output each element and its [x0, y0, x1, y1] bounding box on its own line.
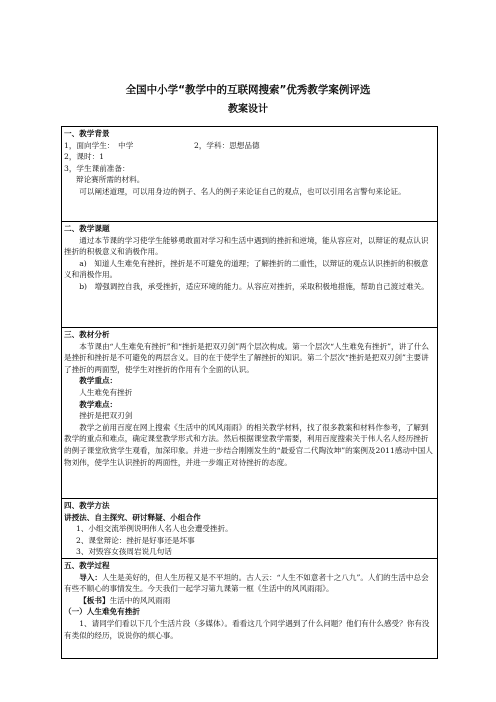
method-item: 2、课堂辩论：挫折是好事还是坏事: [76, 535, 195, 545]
analysis-paragraph: 本节课由“人生难免有挫折”和“挫折是把双刃剑”两个层次构成。第一个层次“人生难免有挫折”，讲了什么是挫折和挫折是不可避免的两层含义。目的在于使学生了解挫折的知识。第二个层次“挫折是把双刃剑”主要讲了挫折的两面型，使学生对挫折的作用有个全面的认识。: [64, 341, 430, 374]
method-item: 1、小组交流举例说明伟人名人也会遭受挫折。: [76, 524, 233, 534]
board-label: 【板书】: [79, 595, 110, 605]
lesson-count: 2，课时：1: [64, 152, 105, 162]
section-methods: [62, 499, 437, 559]
question-item: 1、请同学们看以下几个生活片段（多媒体）。看看这几个同学遇到了什么问题？他们有什么感受？你有没有类似的经历，说说你的烦心事。: [64, 618, 430, 640]
intro-text: 人生是美好的，但人生历程又是不平坦的。古人云：“人生不如意者十之八九”。人们的生活中总会有些不顺心的事情发生。今天我们一起学习第九课第一框《生活中的风风雨雨》。: [64, 572, 429, 594]
preparation-paragraph: 教学之前用百度在网上搜索《生活中的风风雨雨》的相关教学材料，找了很多教案和材料作参考，了解到教学的重点和难点，确定课堂教学形式和方法。然后根据课堂教学需要，利用百度搜索关于伟人名人经历挫折的例子课堂欣赏学生观看，加深印象。并进一步结合刚刚发生的“最爱官二代陶汝坤”的案例及2011感动中国人物刘伟，使学生认识挫折的两面性，并进一步端正对待挫折的态度。: [64, 422, 433, 467]
section-background: [62, 127, 437, 222]
key-point-label: 教学重点：: [79, 376, 118, 386]
difficulty-label: 教学难点：: [79, 399, 118, 409]
topic-intro: 通过本节课的学习使学生能够勇敢面对学习和生活中遇到的挫折和逆境，能从容应对，以辩证的观点认识挫折的积极意义和消极作用。: [64, 235, 429, 257]
document-title: 全国中小学“教学中的互联网搜索”优秀教学案例评选: [125, 84, 371, 96]
methods-list: 讲授法、自主探究、研讨释疑、小组合作: [64, 512, 201, 522]
section-heading: 二、教学课题: [64, 224, 110, 233]
intro-paragraph: [64, 572, 435, 595]
prep-label: 3，学生课前准备：: [64, 163, 130, 173]
prep-detail: 可以阐述道理，可以用身边的例子、名人的例子来论证自己的观点，也可以引用名言警句来论证。: [79, 186, 406, 196]
section-heading: 三、教材分析: [64, 330, 110, 339]
intro-label: 导入：: [79, 572, 102, 582]
board-line: [64, 595, 435, 607]
topic-goal-a: a) 知道人生难免有挫折，挫折是不可避免的道理；了解挫折的二重性，以辩证的观点认识挫折的积极意义和消极作用。: [64, 258, 429, 280]
part-label: （一）: [64, 607, 87, 617]
section-topic: [62, 222, 437, 328]
part-heading: [64, 606, 435, 618]
audience-text: 1，面向学生： 中学: [64, 140, 134, 150]
lesson-plan-table: [61, 126, 438, 659]
section-heading: 一、教学背景: [64, 129, 110, 138]
difficulty: 挫折是把双刃剑: [79, 411, 133, 421]
audience-subject-line: [64, 140, 435, 152]
board-text: 生活中的风风雨雨: [109, 595, 171, 605]
prep-item: 辩论赛所需的材料。: [76, 175, 145, 185]
subject-text: 2，学科：思想品德: [194, 140, 260, 150]
method-item: 3、对毁容女孩周岩说几句话: [76, 547, 172, 557]
section-process: [62, 559, 437, 659]
section-heading: 四、教学方法: [64, 501, 110, 510]
document-subtitle: 教案设计: [228, 104, 268, 115]
section-heading: 五、教学过程: [64, 561, 110, 570]
part-title: 人生难免有挫折: [86, 607, 140, 617]
key-point: 人生难免有挫折: [79, 387, 133, 397]
section-material-analysis: [62, 328, 437, 499]
topic-goal-b: b) 增强调控自我，承受挫折，适应环境的能力。从容应对挫折，采取积极地措施，帮助自己渡过难关。: [79, 281, 429, 291]
